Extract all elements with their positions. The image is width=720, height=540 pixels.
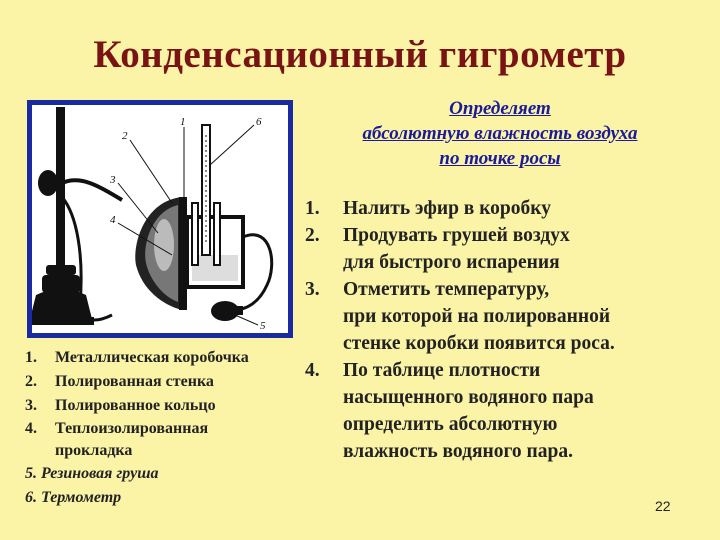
part-label: Теплоизолированная — [55, 420, 209, 437]
part-item — [25, 486, 315, 510]
part-number: 2. — [25, 373, 37, 390]
part-label: Металлическая коробочка — [55, 349, 249, 366]
step-line: для быстрого испарения — [343, 252, 560, 273]
step-line: при которой на полированной — [343, 306, 611, 327]
part-item — [25, 346, 315, 370]
step-line: стенке коробки появится роса. — [343, 333, 615, 354]
part-item — [25, 394, 315, 418]
hygrometer-drawing — [32, 105, 288, 333]
part-number: 1. — [25, 349, 37, 366]
step-item — [305, 276, 715, 357]
step-item — [305, 195, 715, 222]
subtitle-line: по точке росы — [439, 148, 561, 169]
page-number: 22 — [655, 498, 671, 514]
figure-label-4: 4 — [110, 214, 116, 226]
figure-label-3: 3 — [110, 174, 116, 186]
step-line: Продувать грушей воздух — [343, 225, 570, 246]
step-line: По таблице плотности — [343, 360, 541, 381]
part-label: 5. Резиновая груша — [25, 465, 159, 482]
part-number: 4. — [25, 420, 37, 437]
slide-title: Конденсационный гигрометр — [93, 33, 627, 76]
part-label: прокладка — [55, 442, 133, 459]
step-line: насыщенного водяного пара — [343, 387, 594, 408]
step-line: влажность водяного пара. — [343, 441, 573, 462]
hygrometer-figure — [27, 100, 293, 338]
part-number: 3. — [25, 397, 37, 414]
part-label: 6. Термометр — [25, 489, 122, 506]
subtitle-line: абсолютную влажность воздуха — [362, 123, 638, 144]
figure-label-1: 1 — [180, 116, 186, 128]
subtitle — [300, 96, 700, 171]
step-line: определить абсолютную — [343, 414, 558, 435]
subtitle-line: Определяет — [449, 98, 551, 119]
step-item — [305, 357, 715, 465]
step-number: 4. — [305, 360, 320, 381]
step-line: Отметить температуру, — [343, 279, 550, 300]
parts-legend — [25, 346, 315, 510]
part-item — [25, 370, 315, 394]
step-number: 1. — [305, 198, 320, 219]
step-item — [305, 222, 715, 276]
part-item — [25, 462, 315, 486]
step-number: 3. — [305, 279, 320, 300]
steps-list — [305, 195, 715, 465]
part-label: Полированное кольцо — [55, 397, 216, 414]
figure-label-2: 2 — [122, 130, 128, 142]
step-line: Налить эфир в коробку — [343, 198, 551, 219]
step-number: 2. — [305, 225, 320, 246]
part-label: Полированная стенка — [55, 373, 214, 390]
part-item — [25, 418, 315, 462]
figure-label-5: 5 — [260, 320, 266, 332]
figure-label-6: 6 — [256, 116, 262, 128]
